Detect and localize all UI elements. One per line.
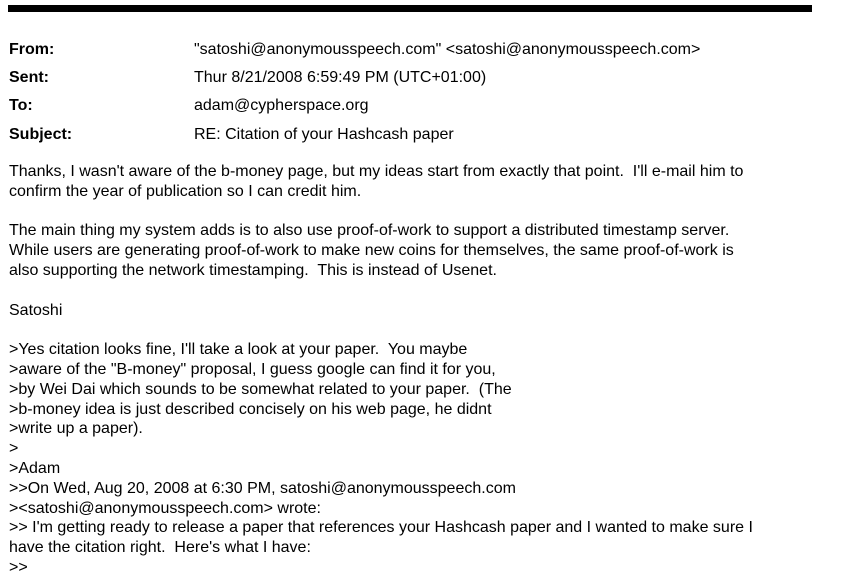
email-body (9, 162, 839, 578)
from-value: "satoshi@anonymousspeech.com" <satoshi@anonymousspeech.com> (194, 41, 701, 59)
quoted-line: >aware of the "B-money" proposal, I guess google can find it for you, (9, 360, 496, 378)
subject-label: Subject: (9, 125, 73, 143)
body-paragraph-2: The main thing my system adds is to also use proof-of-work to support a distributed timestamp server. While users are generating proof-of-work to make new coins for themselves, the same proof-of-work is also supporting the network timestamping. This is instead of Usenet. (9, 222, 734, 279)
quoted-line: ><satoshi@anonymousspeech.com> wrote: (9, 499, 321, 517)
sent-label: Sent: (9, 69, 49, 87)
quoted-line: >by Wei Dai which sounds to be somewhat related to your paper. (The (9, 380, 512, 398)
quoted-line: >>On Wed, Aug 20, 2008 at 6:30 PM, satoshi@anonymousspeech.com (9, 479, 516, 497)
to-value: adam@cypherspace.org (194, 97, 369, 115)
to-label: To: (9, 97, 33, 115)
quoted-line: >> (9, 558, 28, 576)
header-sent-row (9, 64, 839, 92)
body-paragraph-1: Thanks, I wasn't aware of the b-money page, but my ideas start from exactly that point. I'll e-mail him to confirm the year of publication so I can credit him. (9, 163, 744, 200)
quoted-line: >> I'm getting ready to release a paper that references your Hashcash paper and I wanted to make sure I (9, 519, 753, 537)
from-label: From: (9, 41, 55, 59)
header-from-row (9, 36, 839, 64)
email-header (9, 36, 839, 149)
quoted-line: >Adam (9, 459, 61, 477)
quoted-line: > (9, 440, 19, 458)
header-subject-row (9, 121, 839, 149)
quoted-line: have the citation right. Here's what I have: (9, 539, 311, 557)
top-rule (8, 5, 812, 12)
quoted-line: >write up a paper). (9, 420, 143, 438)
quoted-line: >Yes citation looks fine, I'll take a look at your paper. You maybe (9, 341, 468, 359)
header-to-row (9, 92, 839, 120)
subject-value: RE: Citation of your Hashcash paper (194, 125, 454, 143)
quoted-line: >b-money idea is just described concisely on his web page, he didnt (9, 400, 492, 418)
sent-value: Thur 8/21/2008 6:59:49 PM (UTC+01:00) (194, 69, 487, 87)
quoted-reply (9, 340, 839, 578)
signature: Satoshi (9, 301, 63, 319)
